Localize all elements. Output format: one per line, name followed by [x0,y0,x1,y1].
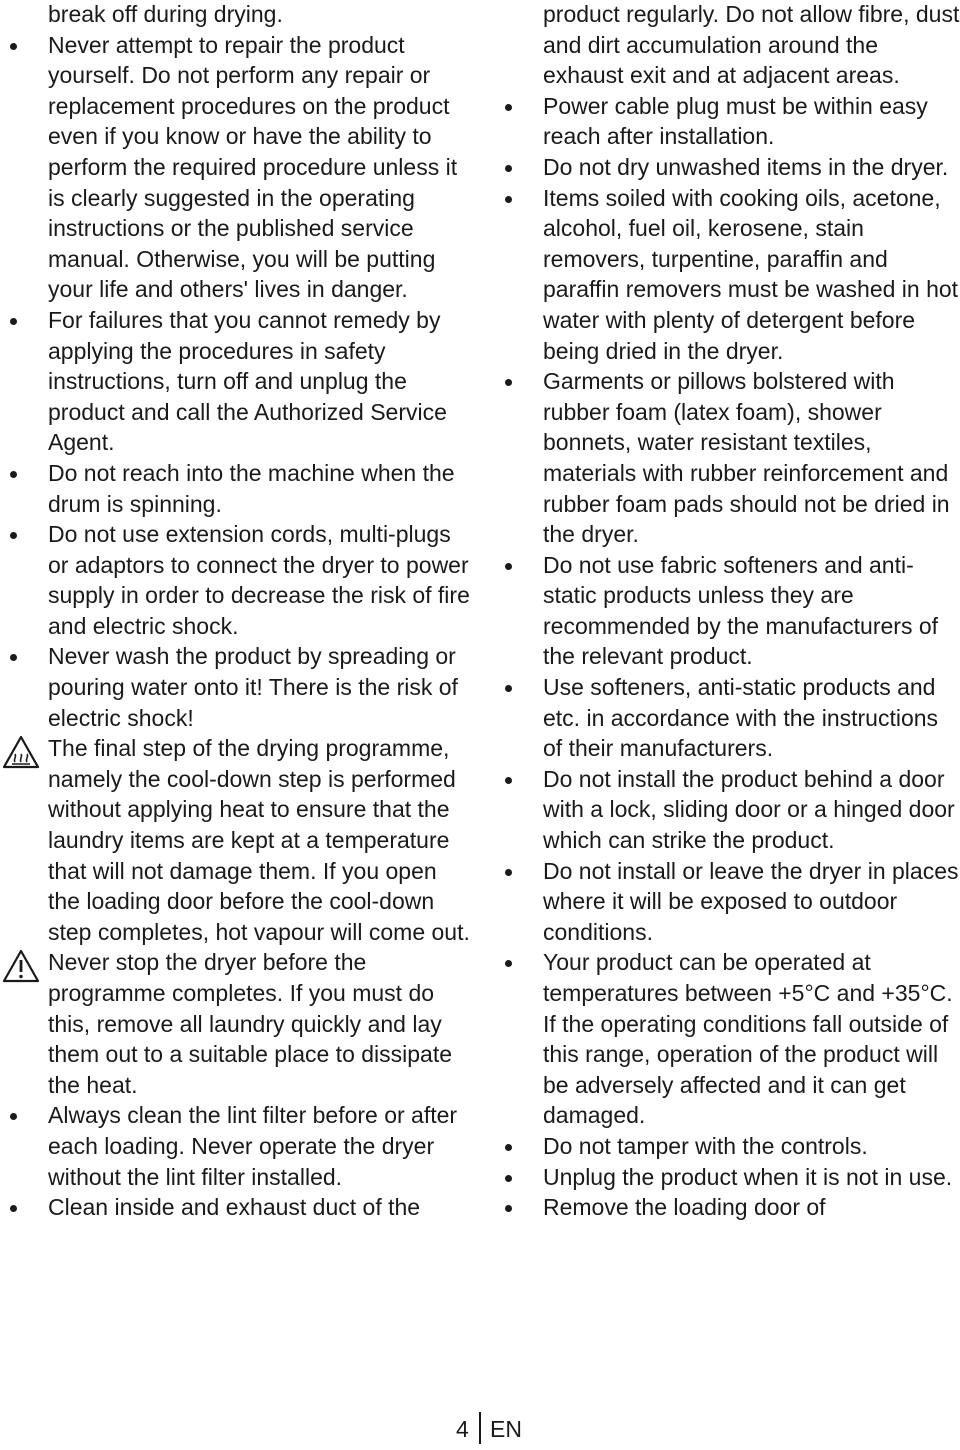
bullet-marker [0,1192,48,1223]
bullet-marker [495,366,543,397]
footer-divider [479,1412,481,1444]
bullet-marker [0,305,48,336]
bullet-icon [505,685,512,692]
item-text: Do not use fabric softeners and anti-static products unless they are recommended by the manufacturers of the relevant product. [543,551,939,670]
item-text: Garments or pillows bolstered with rubber foam (latex foam), shower bonnets, water resistant textiles, materials with rubber reinforcement and rubber foam pads should not be dried in the dryer. [543,368,950,548]
warning-icon [2,949,40,983]
bullet-icon [505,1205,512,1212]
left-column [0,0,470,1223]
bullet-marker [495,1162,543,1193]
bullet-icon [505,869,512,876]
item-text: Items soiled with cooking oils, acetone, alcohol, fuel oil, kerosene, stain removers, turpentine, paraffin and paraffin removers must be washed in hot water with plenty of detergent before being dried in the dryer. [543,184,959,364]
item-text: Do not install the product behind a door with a lock, sliding door or a hinged door which can strike the product. [543,765,955,854]
page-number: 4 [456,1416,469,1442]
item-text: Never wash the product by spreading or pouring water onto it! There is the risk of electric shock! [48,643,458,731]
bullet-icon [10,1205,17,1212]
list-item [0,458,470,519]
bullet-icon [505,165,512,172]
list-item [495,947,960,1131]
bullet-marker [495,672,543,703]
list-item [495,1192,960,1223]
bullet-marker [495,856,543,887]
list-item [495,183,960,367]
bullet-marker [495,183,543,214]
list-item [495,366,960,550]
bullet-icon [505,960,512,967]
marker-slot [0,0,48,30]
item-text: Do not install or leave the dryer in places where it will be exposed to outdoor conditions. [543,857,959,945]
hot-surface-marker [0,733,48,764]
list-item [495,91,960,152]
list-item [495,764,960,856]
bullet-icon [10,318,17,325]
bullet-marker [495,1131,543,1162]
list-item [495,152,960,183]
language-code: EN [490,1416,522,1442]
list-item [495,1162,960,1193]
bullet-icon [10,1113,17,1120]
bullet-marker [495,91,543,122]
list-item [0,947,470,1100]
bullet-icon [505,1144,512,1151]
item-text: Do not reach into the machine when the drum is spinning. [48,459,455,517]
list-item [0,30,470,305]
list-item [0,1100,470,1192]
bullet-marker [0,458,48,489]
bullet-icon [10,43,17,50]
right-column [495,0,960,1223]
list-item [495,856,960,948]
item-text: product regularly. Do not allow fibre, dust and dirt accumulation around the exhaust exit and at adjacent areas. [543,1,960,89]
bullet-marker [495,947,543,978]
bullet-marker [0,641,48,672]
marker-slot [495,0,543,30]
bullet-marker [495,550,543,581]
item-text: Always clean the lint filter before or after each loading. Never operate the dryer without the lint filter installed. [48,1102,458,1190]
bullet-icon [10,471,17,478]
list-item [0,305,470,458]
item-text: break off during drying. [48,1,283,27]
bullet-icon [10,532,17,539]
item-text: The final step of the drying programme, namely the cool-down step is performed without applying heat to ensure that the laundry items are kept at a temperature that will not damage them. If you open the loading door before the cool-down step completes, hot vapour will come out. [48,735,470,945]
item-text: Do not tamper with the controls. [543,1132,868,1159]
list-item [495,1131,960,1162]
bullet-marker [0,30,48,61]
bullet-icon [505,563,512,570]
page-footer [0,1412,960,1448]
item-text: Power cable plug must be within easy reach after installation. [543,92,928,150]
item-text: Clean inside and exhaust duct of the [48,1194,421,1221]
bullet-icon [505,379,512,386]
bullet-icon [505,196,512,203]
warning-marker [0,947,48,978]
item-text: Never stop the dryer before the programme completes. If you must do this, remove all laundry quickly and lay them out to a suitable place to dissipate the heat. [48,949,453,1098]
list-item [495,0,960,91]
list-item [0,641,470,733]
hot-surface-warning-icon [2,735,40,769]
bullet-icon [505,104,512,111]
list-item [0,1192,470,1223]
item-text: Do not dry unwashed items in the dryer. [543,153,949,180]
bullet-marker [495,152,543,183]
list-item [0,519,470,641]
bullet-icon [505,777,512,784]
item-text: Use softeners, anti-static products and etc. in accordance with the instructions of their manufacturers. [543,674,939,762]
item-text: Remove the loading door of [543,1194,826,1221]
item-text: Your product can be operated at temperatures between +5°C and +35°C. If the operating conditions fall outside of this range, operation of the product will be adversely affected and it can get damaged. [543,949,953,1129]
bullet-icon [10,654,17,661]
item-text: Unplug the product when it is not in use. [543,1163,953,1190]
bullet-marker [0,1100,48,1131]
list-item [495,672,960,764]
list-item [0,0,470,30]
list-item [495,550,960,672]
bullet-marker [0,519,48,550]
bullet-marker [495,1192,543,1223]
bullet-marker [495,764,543,795]
list-item [0,733,470,947]
item-text: Do not use extension cords, multi-plugs or adaptors to connect the dryer to power supply in order to decrease the risk of fire and electric shock. [48,521,470,639]
bullet-icon [505,1175,512,1182]
item-text: Never attempt to repair the product yourself. Do not perform any repair or replacement procedures on the product even if you know or have the ability to perform the required procedure unless it is clearly suggested in the operating instructions or the published service manual. Otherwise, you will be putting your life and others' lives in danger. [48,31,458,303]
item-text: For failures that you cannot remedy by applying the procedures in safety instructions, turn off and unplug the product and call the Authorized Service Agent. [48,306,447,456]
